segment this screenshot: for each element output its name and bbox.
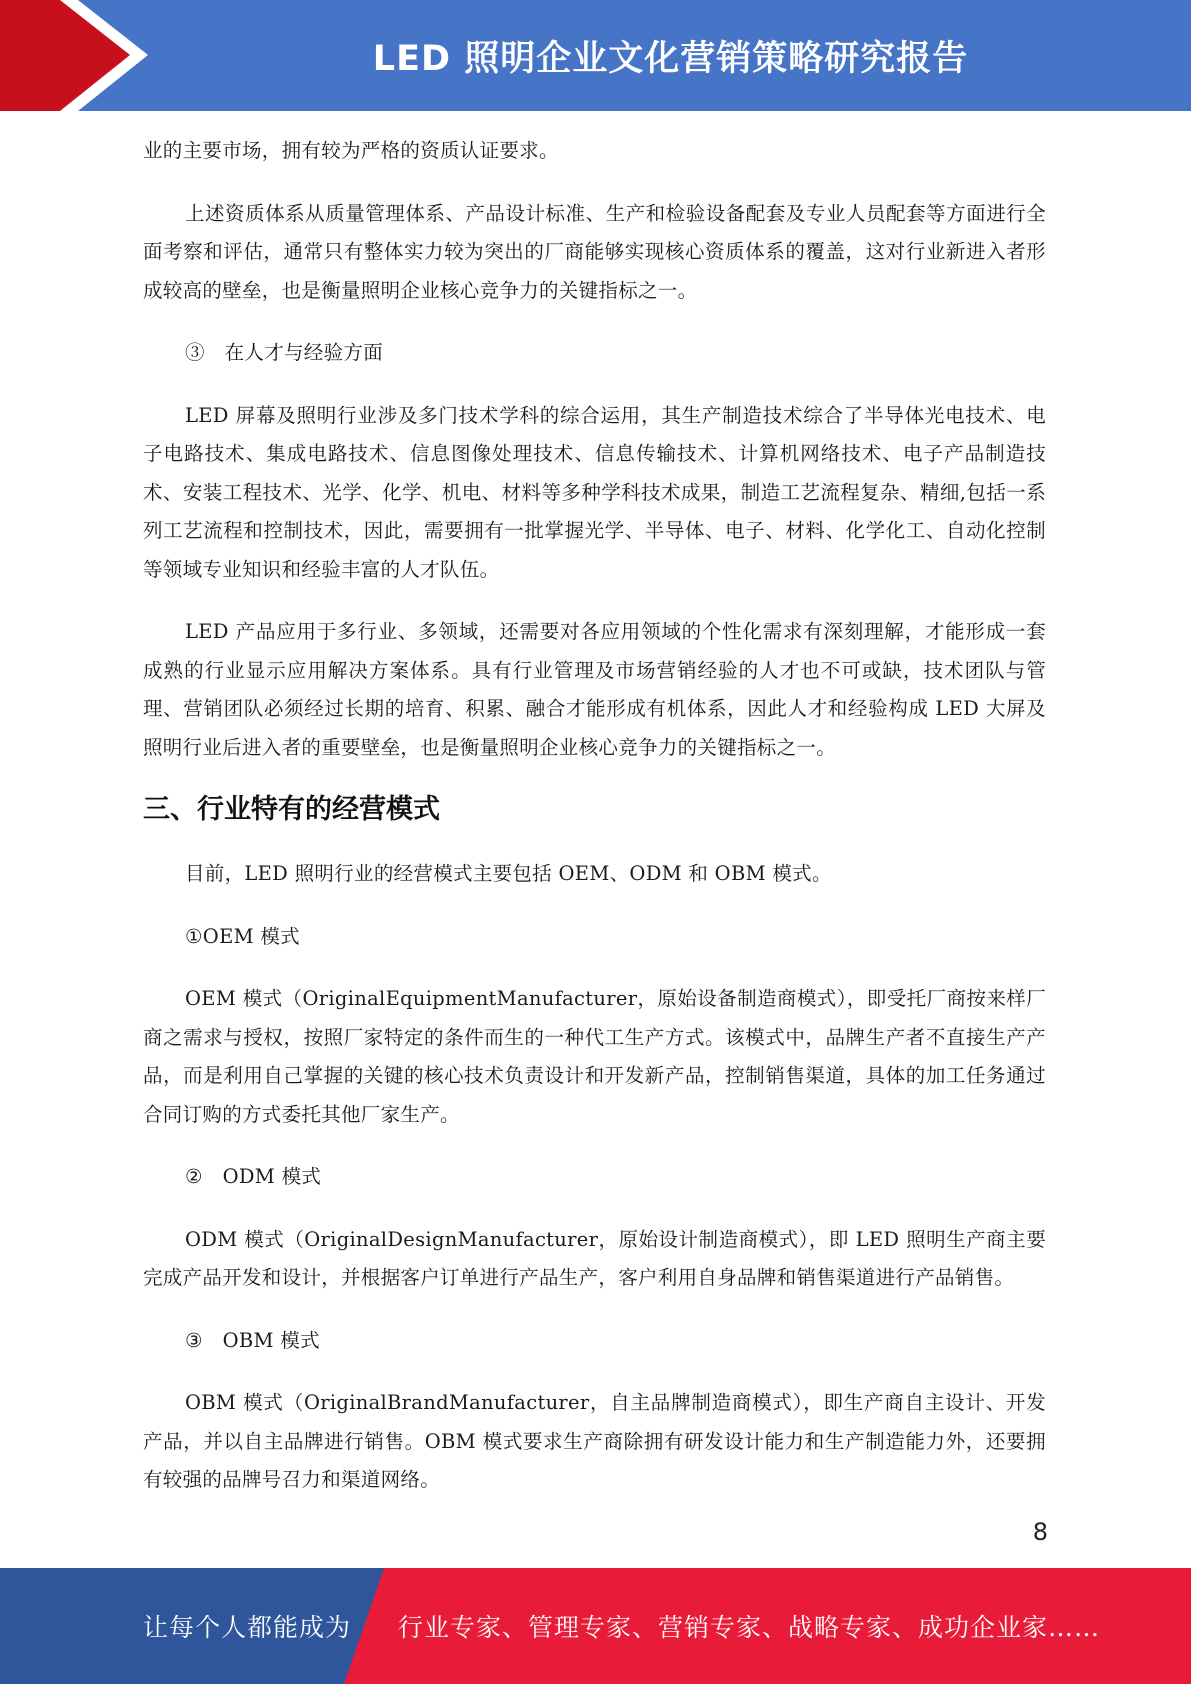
header-banner: [0, 0, 1191, 111]
footer-banner: [0, 1568, 1191, 1684]
paragraph-continued: 业的主要市场，拥有较为严格的资质认证要求。: [143, 139, 559, 162]
paragraph-oem: OEM 模式（OriginalEquipmentManufacturer，原始设备制造商模式），即受托厂商按来样厂商之需求与授权，按照厂家特定的条件而生的一种代工生产方式。该模式中，品牌生产者不直接生产产品，而是利用自己掌握的关键的核心技术负责设计和开发新产品，控制销售渠道，具体的加工任务通过合同订购的方式委托其他厂家生产。: [143, 987, 1046, 1126]
paragraph-odm: ODM 模式（OriginalDesignManufacturer，原始设计制造商模式），即 LED 照明生产商主要完成产品开发和设计，并根据客户订单进行产品生产，客户利用自身品牌和销售渠道进行产品销售。: [143, 1227, 1046, 1289]
paragraph-business-model-intro: 目前，LED 照明行业的经营模式主要包括 OEM、ODM 和 OBM 模式。: [185, 862, 832, 885]
footer-slogan-left: 让每个人都能成为: [143, 1613, 352, 1642]
paragraph-multidisciplinary-tech: LED 屏幕及照明行业涉及多门技术学科的综合运用，其生产制造技术综合了半导体光电技术、电子电路技术、集成电路技术、信息图像处理技术、信息传输技术、计算机网络技术、电子产品制造技术、安装工程技术、光学、化学、机电、材料等多种学科技术成果，制造工艺流程复杂、精细,包括一系列工艺流程和控制技术，因此，需要拥有一批掌握光学、半导体、电子、材料、化学化工、自动化控制等领域专业知识和经验丰富的人才队伍。: [143, 403, 1046, 581]
paragraph-qualification-system: 上述资质体系从质量管理体系、产品设计标准、生产和检验设备配套及专业人员配套等方面进行全面考察和评估，通常只有整体实力较为突出的厂商能够实现核心资质体系的覆盖，这对行业新进入者形成较高的壁垒，也是衡量照明企业核心竞争力的关键指标之一。: [143, 201, 1046, 302]
document-body: [143, 132, 1046, 1524]
list-item-odm: ② ODM 模式: [185, 1165, 322, 1188]
list-item-talent-experience: ③ 在人才与经验方面: [185, 341, 384, 364]
footer-slogan-right: 行业专家、管理专家、营销专家、战略专家、成功企业家……: [398, 1613, 1101, 1642]
document-title: LED 照明企业文化营销策略研究报告: [372, 38, 969, 79]
paragraph-obm: OBM 模式（OriginalBrandManufacturer，自主品牌制造商模式），即生产商自主设计、开发产品，并以自主品牌进行销售。OBM 模式要求生产商除拥有研发设计能力和生产制造能力外，还要拥有较强的品牌号召力和渠道网络。: [143, 1391, 1046, 1491]
page-number: 8: [1032, 1518, 1048, 1546]
header-arrow-red: [0, 0, 148, 111]
paragraph-application-talent: LED 产品应用于多行业、多领域，还需要对各应用领域的个性化需求有深刻理解，才能形成一套成熟的行业显示应用解决方案体系。具有行业管理及市场营销经验的人才也不可或缺，技术团队与管理、营销团队必须经过长期的培育、积累、融合才能形成有机体系，因此人才和经验构成 LED 大屏及照明行业后进入者的重要壁垒，也是衡量照明企业核心竞争力的关键指标之一。: [143, 620, 1046, 759]
list-item-oem: ①OEM 模式: [185, 924, 300, 948]
section-heading-business-model: 三、行业特有的经营模式: [143, 794, 440, 825]
list-item-obm: ③ OBM 模式: [185, 1328, 320, 1352]
